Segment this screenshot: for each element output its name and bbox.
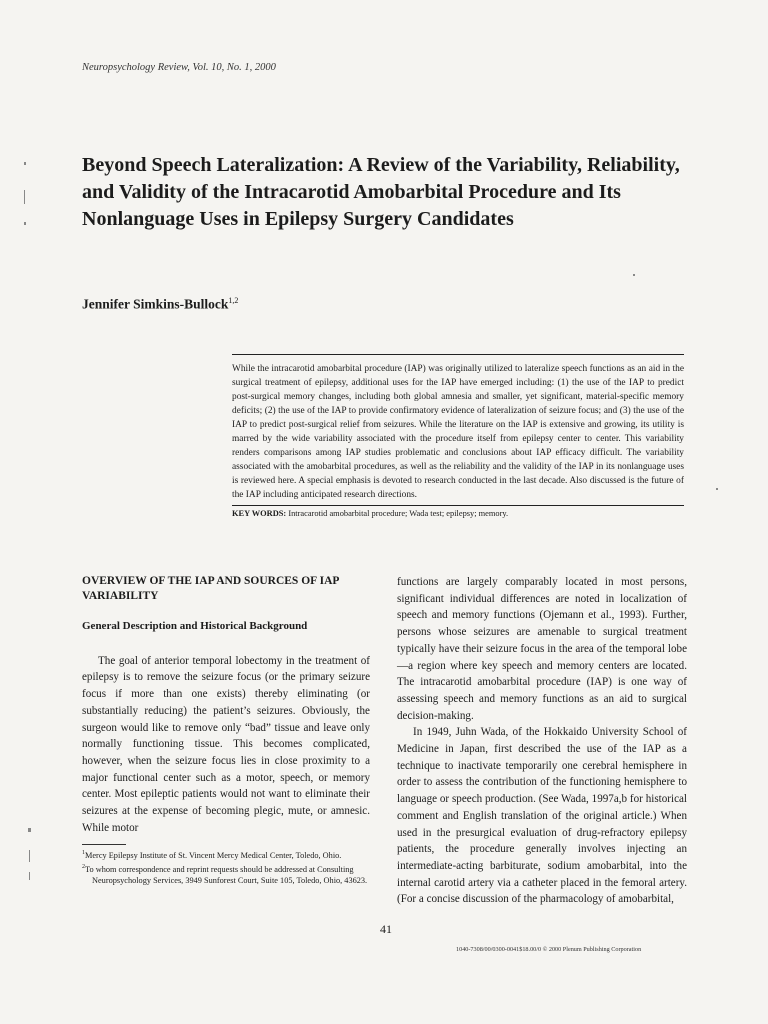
keywords-list: Intracarotid amobarbital procedure; Wada test; epilepsy; memory.	[288, 509, 509, 518]
footnote-divider	[82, 844, 126, 845]
author-affiliation-marks: 1,2	[228, 296, 239, 305]
body-paragraph: functions are largely comparably located in most persons, significant individual differences are noted in localization of speech and memory functions (Ojemann et al., 1993). Further, persons whose seizures are amenable to surgical treatment typically have their seizure focus in the area of the temporal lobe—a region where key speech and memory centers are located. The intracarotid amobarbital procedure (IAP) is one way of assessing speech and memory functions as an aid to surgical decision-making.	[397, 576, 687, 722]
copyright-line: 1040-7308/00/0300-0041$18.00/0 © 2000 Plenum Publishing Corporation	[456, 946, 642, 953]
footnote-mark: 2	[82, 863, 85, 870]
keywords	[232, 506, 684, 518]
body-paragraph: In 1949, Juhn Wada, of the Hokkaido University School of Medicine in Japan, first described the use of the IAP as a technique to inactivate temporarily one cerebral hemisphere in order to assess the contribution of the functioning hemisphere to language or speech production. (See Wada, 1997a,b for historical comment and English translation of the original article.) When used in the presurgical evaluation of drug-refractory epilepsy patients, the procedure generally involves injecting an intermediate-acting barbiturate, sodium amobarbital, into the internal carotid artery via a catheter placed in the femoral artery. (For a concise discussion of the pharmacology of amobarbital,	[397, 726, 687, 906]
keywords-label: KEY WORDS:	[232, 509, 287, 518]
scan-mark	[24, 162, 26, 165]
scan-mark	[633, 274, 635, 276]
scan-mark	[716, 488, 718, 490]
footnote-mark: 1	[82, 850, 85, 857]
scan-mark	[24, 190, 25, 204]
section-title: OVERVIEW OF THE IAP AND SOURCES OF IAP VARIABILITY	[82, 575, 339, 602]
footnote-1	[82, 848, 370, 861]
footnote-text: Mercy Epilepsy Institute of St. Vincent Mercy Medical Center, Toledo, Ohio.	[85, 851, 342, 861]
abstract	[232, 354, 684, 518]
page-number: 41	[380, 922, 392, 936]
scan-mark	[29, 850, 30, 862]
scan-mark	[28, 828, 31, 832]
author-name: Jennifer Simkins-Bullock	[82, 296, 229, 312]
journal-citation: Neuropsychology Review, Vol. 10, No. 1, 2000	[82, 62, 276, 73]
scan-mark	[24, 222, 26, 225]
left-column	[82, 574, 370, 886]
abstract-text: While the intracarotid amobarbital procedure (IAP) was originally utilized to lateralize speech functions as an aid in the surgical treatment of epilepsy, additional uses for the IAP have emerged including: (1) the use of the IAP to predict post-surgical memory changes, including both global amnesia and smaller, yet significant, material-specific memory deficits; (2) the use of the IAP to provide confirmatory evidence of lateralization of seizure focus; and (3) the use of the IAP to predict post-surgical relief from seizures. While the literature on the IAP is extensive and growing, its utility is marred by the wide variability associated with the procedure itself from epilepsy center to center. This variability renders comparisons among IAP studies problematic and conclusions about IAP efficacy difficult. The variability associated with the amobarbital procedures, as well as the reliability and the validity of the IAP in its nonlanguage uses is reviewed here. A special emphasis is devoted to research conducted in the last decade. Also discussed is the future of the IAP including anticipated research directions.	[232, 364, 684, 500]
right-column	[397, 574, 687, 908]
article-title: Beyond Speech Lateralization: A Review of the Variability, Reliability, and Validity of the Intracarotid Amobarbital Procedure and Its Nonlanguage Uses in Epilepsy Surgery Candidates	[82, 154, 680, 230]
footnote-2	[82, 862, 370, 887]
footnote-text: To whom correspondence and reprint requests should be addressed at Consulting Neuropsychology Services, 3949 Sunforest Court, Suite 105, Toledo, Ohio, 43623.	[85, 864, 368, 885]
body-paragraph: The goal of anterior temporal lobectomy in the treatment of epilepsy is to remove the seizure focus (or the primary seizure focus if more than one exists) thereby eliminating (or substantially reducing) the patient’s seizures. Obviously, the surgeon would like to remove only “bad” tissue and leave only normally functioning tissue. This becomes complicated, however, when the seizure focus lies in close proximity to a major functional center such as a motor, speech, or memory center. Most epileptic patients would not want to eliminate their seizures at the expense of becoming plegic, mute, or amnesic. While motor	[82, 654, 370, 834]
scan-mark	[29, 872, 30, 880]
author	[82, 296, 238, 313]
subsection-title: General Description and Historical Background	[82, 620, 308, 632]
